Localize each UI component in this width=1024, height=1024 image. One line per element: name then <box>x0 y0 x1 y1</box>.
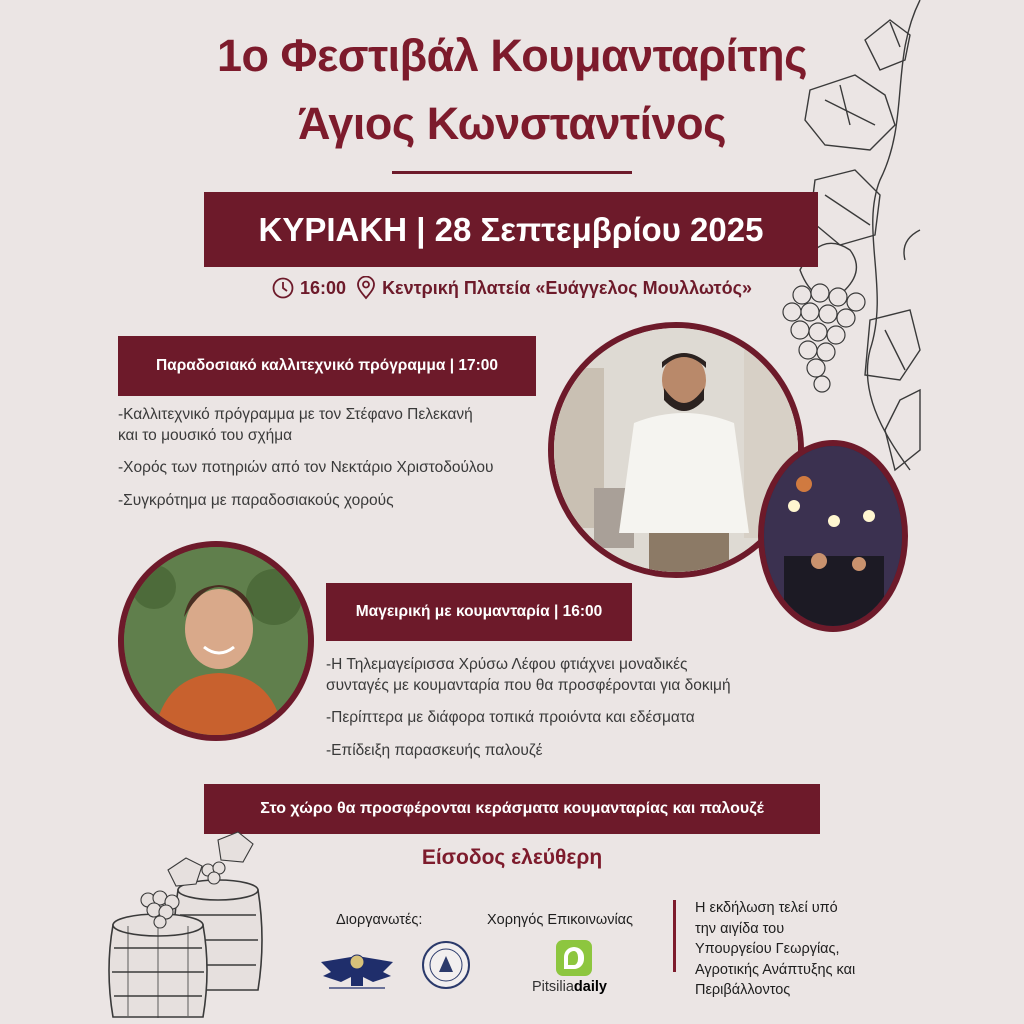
section1-heading: Παραδοσιακό καλλιτεχνικό πρόγραμμα | 17:00 <box>118 336 536 396</box>
footer-divider <box>673 900 676 972</box>
festival-title: 1ο Φεστιβάλ Κουμανταρίτης <box>216 30 807 81</box>
festival-subtitle: Άγιος Κωνσταντίνος <box>297 98 727 149</box>
auspices-text: Η εκδήλωση τελεί υπό την αιγίδα του Υπουργείου Γεωργίας, Αγροτικής Ανάπτυξης και Περιβάλλοντος <box>695 900 856 998</box>
organizer-eagle-logo <box>315 944 399 994</box>
event-location: Κεντρική Πλατεία «Ευάγγελος Μουλλωτός» <box>382 277 752 298</box>
list-item: -Περίπτερα με διάφορα τοπικά προιόντα και εδέσματα <box>326 709 695 726</box>
section2-heading: Μαγειρική με κουμανταρία | 16:00 <box>326 583 632 641</box>
location-info <box>356 276 752 300</box>
free-entry-text: Είσοδος ελεύθερη <box>421 846 603 869</box>
wine-barrels-illustration <box>108 830 268 1022</box>
location-pin-icon <box>356 276 376 300</box>
section2-list <box>326 654 786 761</box>
list-item: -Επίδειξη παρασκευής παλουζέ <box>326 742 543 759</box>
offer-banner: Στο χώρο θα προσφέρονται κεράσματα κουμανταρίας και παλουζέ <box>204 784 820 834</box>
list-item: -Η Τηλεμαγείρισσα Χρύσω Λέφου φτιάχνει μοναδικές συνταγές με κουμανταρία που θα προσφέρονται για δοκιμή <box>326 656 731 694</box>
list-item: -Καλλιτεχνικό πρόγραμμα με τον Στέφανο Πελεκανή και το μουσικό του σχήμα <box>118 406 473 444</box>
list-item: -Συγκρότημα με παραδοσιακούς χορούς <box>118 492 394 509</box>
pitsilia-daily-logo-text: Pitsiliadaily <box>532 979 607 995</box>
list-item: -Χορός των ποτηριών από τον Νεκτάριο Χριστοδούλου <box>118 459 494 476</box>
organizers-label: Διοργανωτές: <box>336 912 423 928</box>
dancers-photo <box>758 440 908 632</box>
chef-photo <box>118 541 314 741</box>
organizer-seal-logo <box>421 940 471 990</box>
event-time: 16:00 <box>300 277 347 298</box>
sponsor-label: Χορηγός Επικοινωνίας <box>487 912 634 928</box>
date-banner: ΚΥΡΙΑΚΗ | 28 Σεπτεμβρίου 2025 <box>204 192 818 267</box>
section1-list <box>118 404 548 511</box>
clock-icon <box>272 277 294 299</box>
pitsilia-daily-logo-icon <box>556 940 592 976</box>
time-location-row <box>0 276 1024 300</box>
title-divider <box>392 171 632 174</box>
time-info <box>272 277 346 299</box>
